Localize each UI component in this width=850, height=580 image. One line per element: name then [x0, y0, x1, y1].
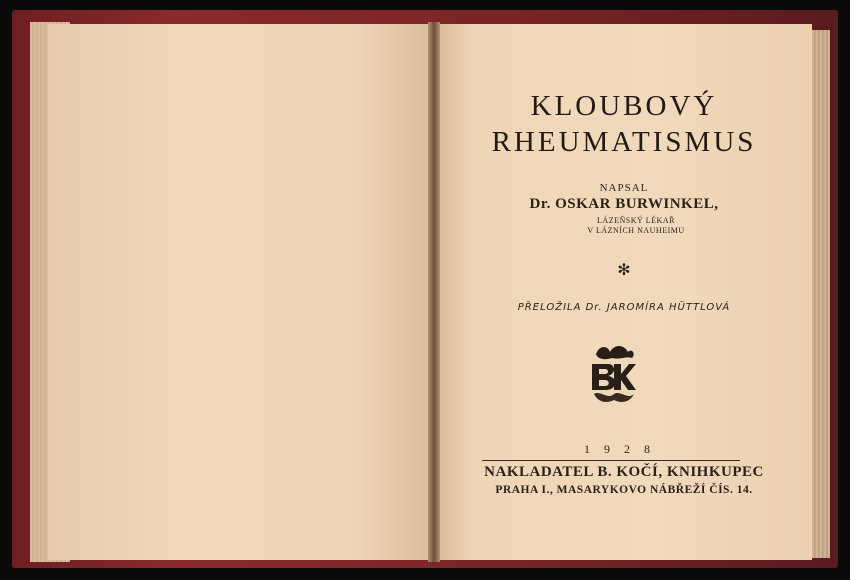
publication-year: 1928: [584, 442, 664, 456]
translator-credit: PŘELOŽILA Dr. JAROMÍRA HÜTTLOVÁ: [517, 302, 731, 313]
publisher-line2: PRAHA I., MASARYKOVO NÁBŘEŽÍ ČÍS. 14.: [495, 484, 753, 496]
publisher-line1: NAKLADATEL B. KOČÍ, KNIHKUPEC: [484, 464, 764, 480]
book-title-line2: RHEUMATISMUS: [491, 126, 757, 158]
author-role-line1: LÁZEŇSKÝ LÉKAŘ: [597, 216, 675, 225]
publisher-logo-icon: [586, 342, 638, 406]
written-by-label: NAPSAL: [599, 182, 649, 194]
divider-line: [482, 460, 740, 461]
author-role-line2: V LÁZNÍCH NAUHEIMU: [587, 226, 685, 235]
book-title-line1: KLOUBOVÝ: [530, 90, 718, 122]
author-name: Dr. OSKAR BURWINKEL,: [529, 196, 719, 212]
ornament-star-icon: ✻: [617, 262, 631, 279]
title-page-content: [436, 24, 812, 560]
left-blank-page: [48, 24, 434, 560]
